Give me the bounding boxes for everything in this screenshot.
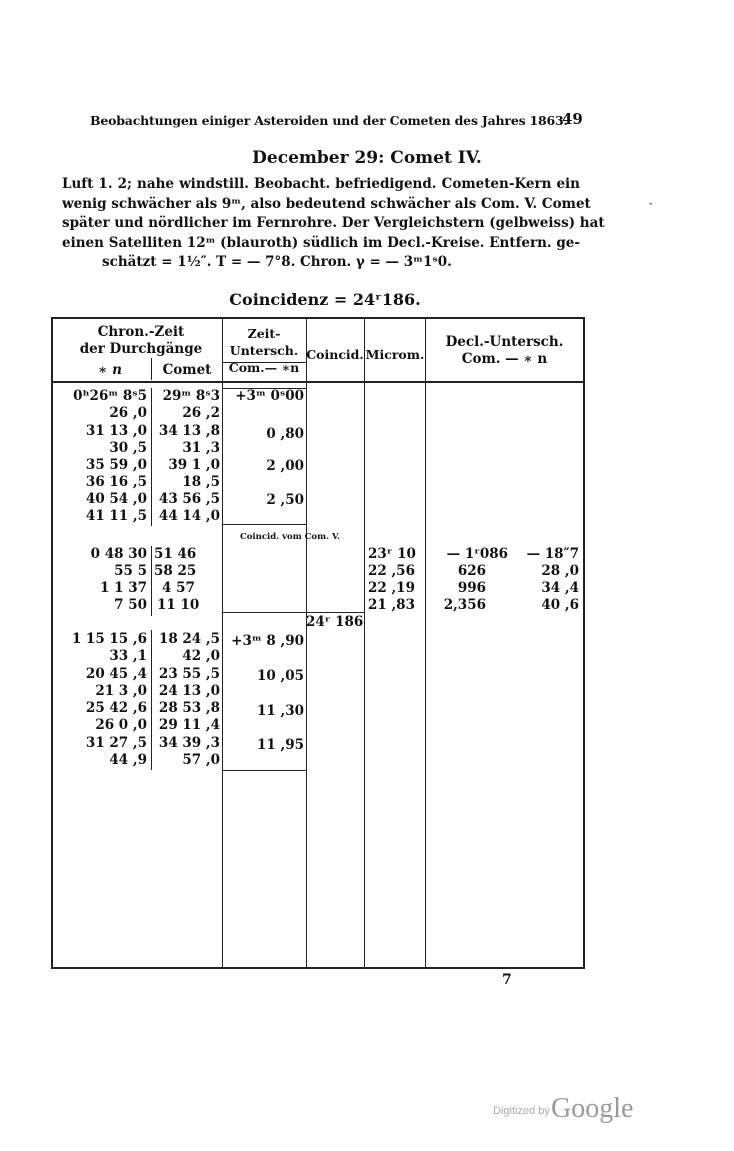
comet-time: 42 ,0	[182, 648, 220, 664]
comet-time: 26 ,2	[182, 405, 220, 421]
section-heading: December 29: Comet IV.	[252, 148, 482, 168]
star-time: 1 15 15 ,6	[71, 631, 147, 647]
comet-time: 39 1 ,0	[168, 457, 220, 473]
micrometer-reading: 21 ,83	[368, 597, 415, 613]
decl-difference-rev: — 1ʳ086	[446, 546, 508, 562]
comet-time: 51 46	[154, 546, 197, 562]
star-time: 0ʰ26ᵐ 8ˢ5	[73, 388, 147, 404]
comet-time: 18 24 ,5	[158, 631, 220, 647]
google-logo: Google	[551, 1093, 634, 1124]
comet-time: 34 39 ,3	[158, 735, 220, 751]
page-number: 49	[562, 110, 583, 128]
coincidence-heading: Coincidenz = 24ʳ186.	[229, 290, 421, 309]
header-chron: Chron.-Zeit der Durchgänge	[79, 324, 203, 357]
star-time: 7 50	[114, 597, 147, 613]
notes-line: wenig schwächer als 9ᵐ, also bedeutend schwächer als Com. V. Comet	[62, 195, 591, 212]
star-time: 20 45 ,4	[85, 666, 147, 682]
decl-difference-arc: 34 ,4	[541, 580, 579, 596]
notes-line: schätzt = 1½″. T = — 7°8. Chron. γ = — 3ᵐ1ˢ0.	[102, 254, 452, 270]
comet-time: 34 13 ,8	[158, 423, 220, 439]
star-time: 26 0 ,0	[95, 717, 147, 733]
time-difference: 10 ,05	[257, 668, 304, 684]
comet-time: 44 14 ,0	[158, 508, 220, 524]
star-time: 31 27 ,5	[85, 735, 147, 751]
decl-difference-rev: 996	[457, 580, 486, 596]
notes-line: Luft 1. 2; nahe windstill. Beobacht. befriedigend. Cometen-Kern ein	[62, 176, 580, 192]
comet-time: 11 10	[157, 597, 200, 613]
time-difference: 2 ,00	[266, 458, 304, 474]
time-difference: 2 ,50	[266, 492, 304, 508]
time-difference: +3ᵐ 0ˢ00	[235, 388, 304, 404]
coincidence-value: 24ʳ 186	[306, 614, 364, 630]
star-time: 1 1 37	[100, 580, 147, 596]
notes-line: einen Satelliten 12ᵐ (blauroth) südlich im Decl.-Kreise. Entfern. ge-	[62, 234, 580, 251]
margin-mark: ·	[649, 197, 653, 211]
star-time: 26 ,0	[109, 405, 147, 421]
star-time: 35 59 ,0	[85, 457, 147, 473]
comet-time: 28 53 ,8	[158, 700, 220, 716]
decl-difference-rev: 2,356	[443, 597, 486, 613]
header-star: ∗ n	[98, 362, 122, 378]
star-time: 44 ,9	[109, 752, 147, 768]
micrometer-reading: 23ʳ 10	[368, 546, 416, 562]
comet-time: 29 11 ,4	[158, 717, 220, 733]
comet-time: 31 ,3	[182, 440, 220, 456]
time-difference: 11 ,95	[257, 737, 304, 753]
decl-difference-arc: 40 ,6	[541, 597, 579, 613]
header-microm: Microm.	[365, 347, 425, 362]
star-time: 21 3 ,0	[95, 683, 147, 699]
digitized-label: Digitized by	[493, 1105, 550, 1117]
star-time: 30 ,5	[109, 440, 147, 456]
star-time: 40 54 ,0	[85, 491, 147, 507]
comet-time: 23 55 ,5	[158, 666, 220, 682]
header-zeit: Zeit- Untersch. Com.— ∗n	[228, 326, 300, 375]
coincidence-note: Coincid. vom Com. V.	[240, 532, 341, 542]
star-time: 31 13 ,0	[85, 423, 147, 439]
star-time: 25 42 ,6	[85, 700, 147, 716]
comet-time: 29ᵐ 8ˢ3	[162, 388, 220, 404]
header-coincid: Coincid.	[306, 347, 364, 362]
signature-mark: 7	[502, 972, 512, 988]
header-comet: Comet	[162, 362, 212, 378]
comet-time: 18 ,5	[182, 474, 220, 490]
decl-difference-arc: 28 ,0	[541, 563, 579, 579]
comet-time: 58 25	[154, 563, 197, 579]
notes-line: später und nördlicher im Fernrohre. Der Vergleichstern (gelbweiss) hat	[62, 215, 605, 231]
star-time: 41 11 ,5	[85, 508, 147, 524]
comet-time: 57 ,0	[182, 752, 220, 768]
comet-time: 4 57	[162, 580, 195, 596]
header-decl: Decl.-Untersch. Com. — ∗ n	[445, 334, 564, 367]
micrometer-reading: 22 ,19	[368, 580, 415, 596]
comet-time: 43 56 ,5	[158, 491, 220, 507]
decl-difference-rev: 626	[457, 563, 486, 579]
comet-time: 24 13 ,0	[158, 683, 220, 699]
time-difference: 11 ,30	[257, 703, 304, 719]
star-time: 55 5	[114, 563, 147, 579]
running-head: Beobachtungen einiger Asteroiden und der Cometen des Jahres 1863.	[90, 113, 568, 128]
decl-difference-arc: — 18″7	[526, 546, 579, 562]
star-time: 0 48 30	[90, 546, 147, 562]
star-time: 33 ,1	[109, 648, 147, 664]
observation-notes	[62, 175, 605, 273]
time-difference: 0 ,80	[266, 426, 304, 442]
star-time: 36 16 ,5	[85, 474, 147, 490]
micrometer-reading: 22 ,56	[368, 563, 415, 579]
time-difference: +3ᵐ 8 ,90	[231, 633, 304, 649]
